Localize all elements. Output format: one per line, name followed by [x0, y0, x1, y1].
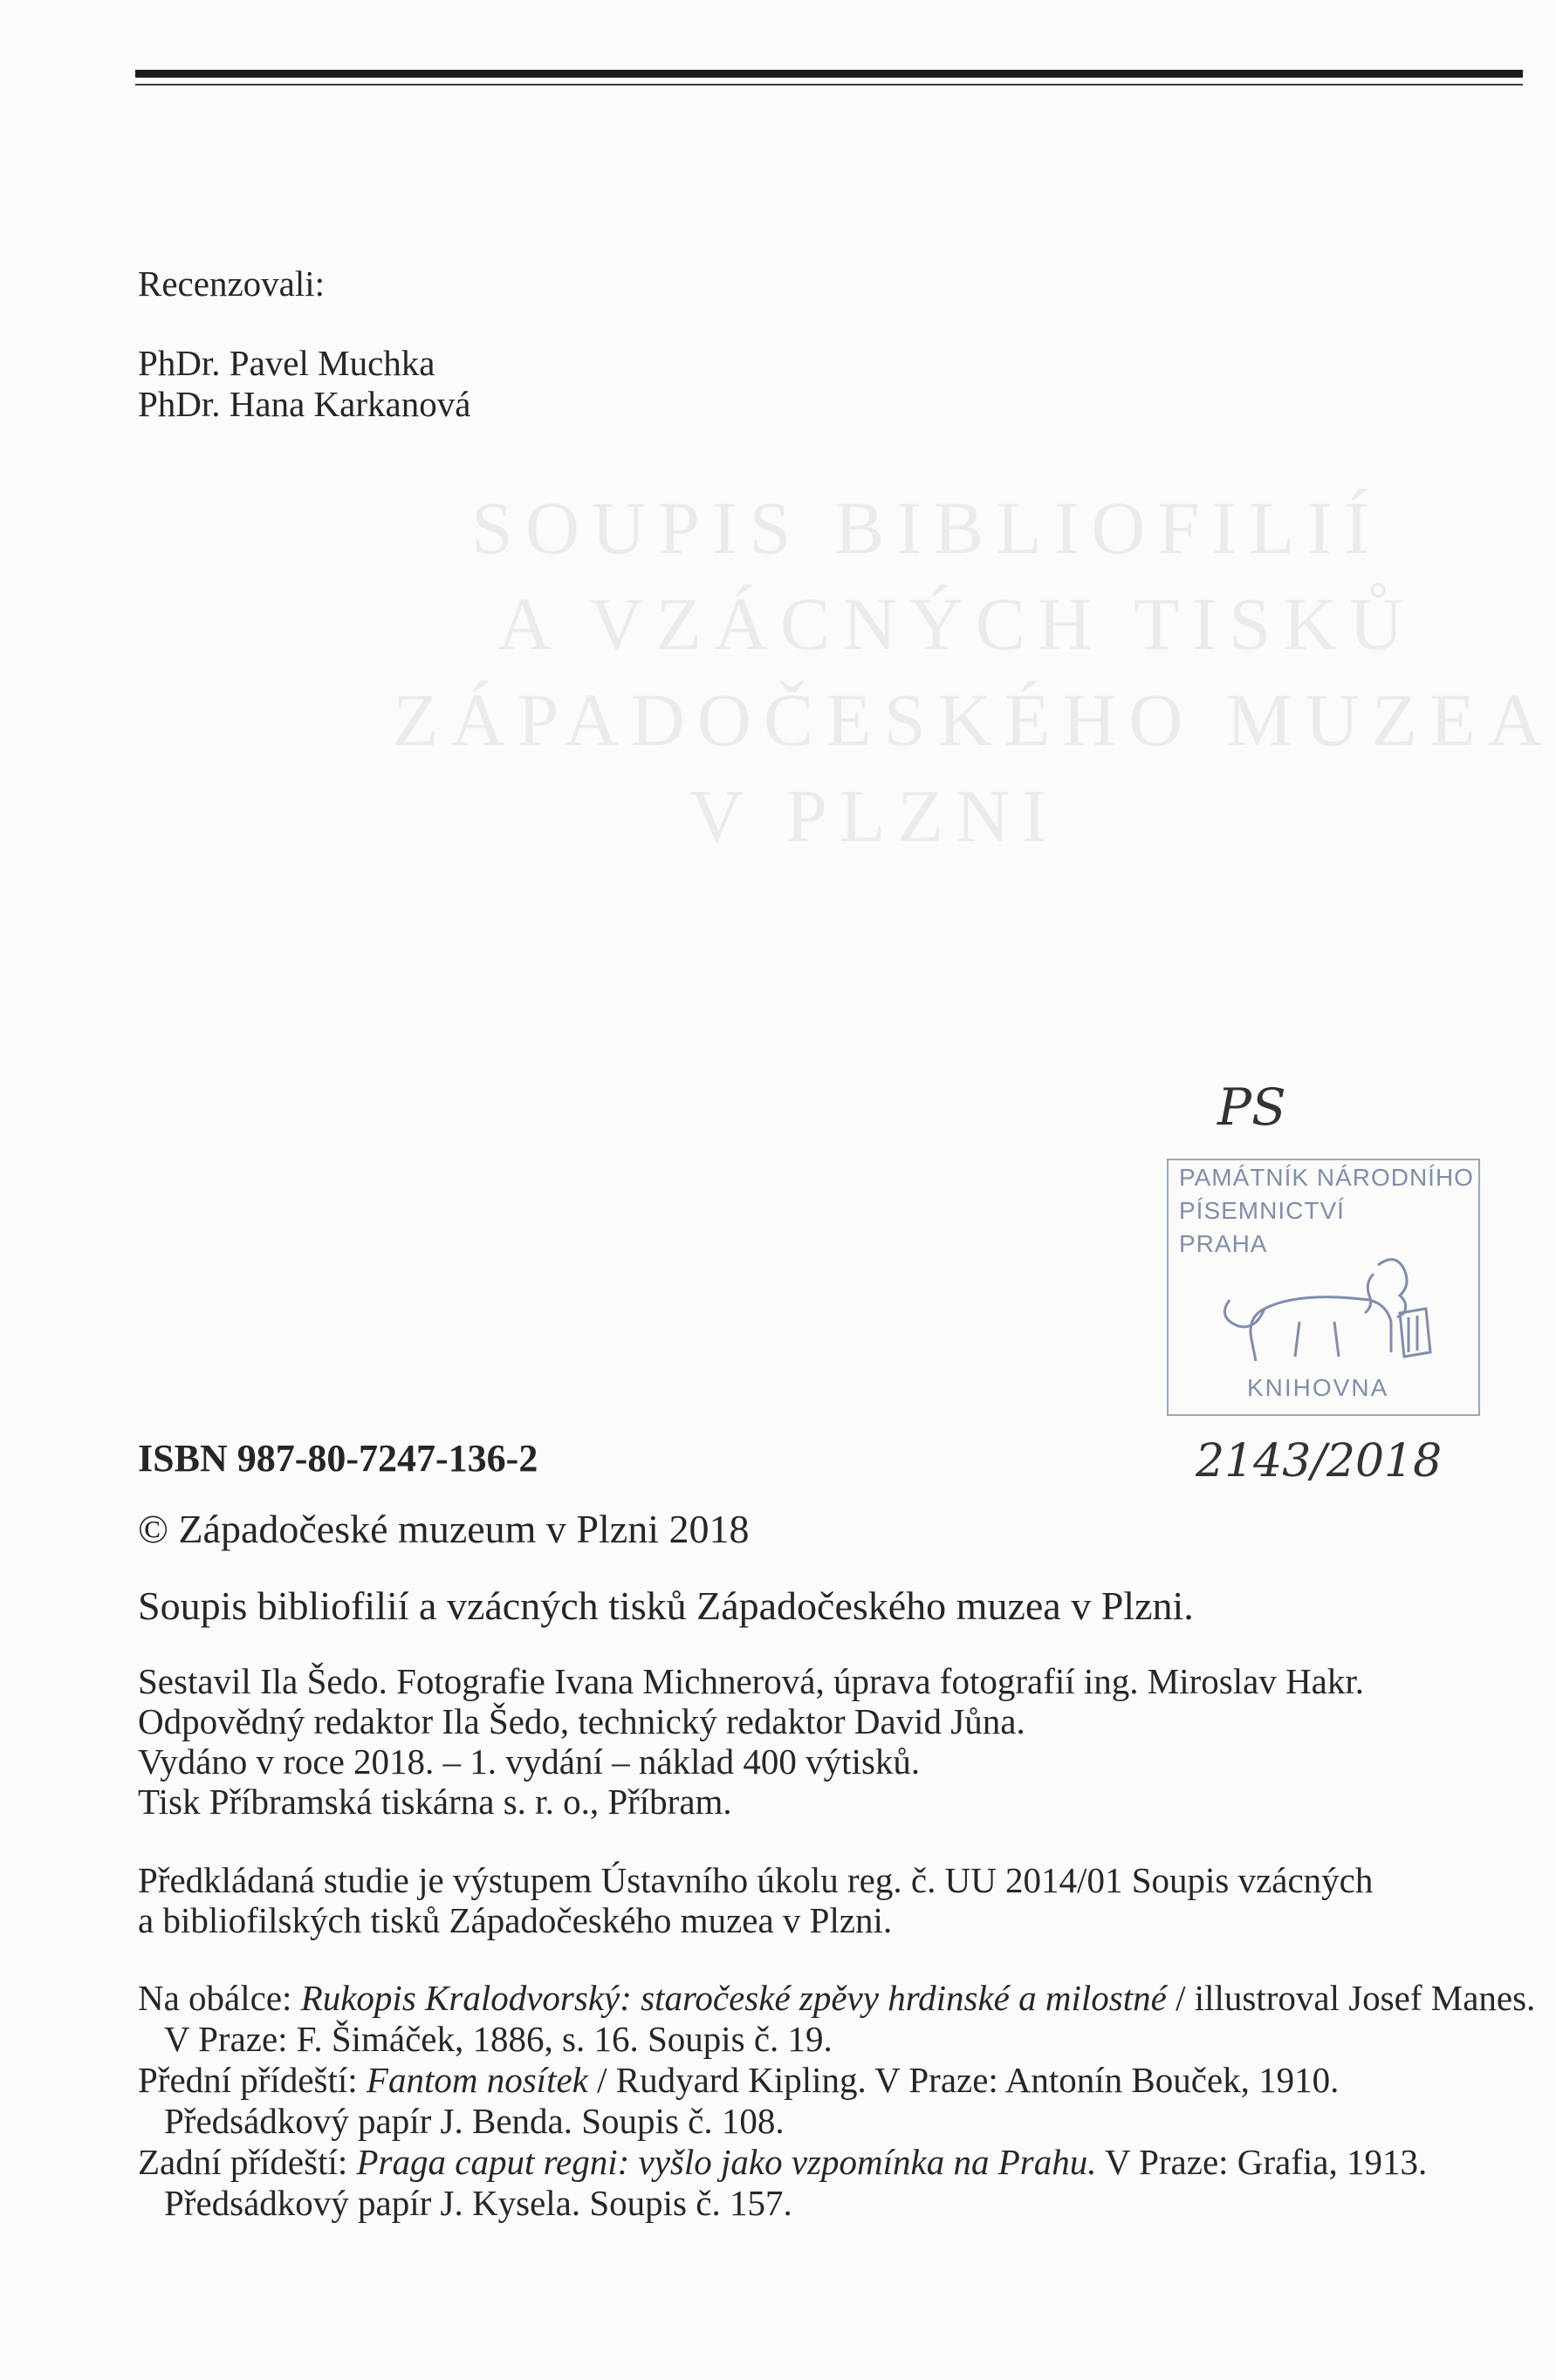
stamp-text: PÍSEMNICTVÍ	[1179, 1197, 1345, 1224]
isbn: ISBN 987-80-7247-136-2	[138, 1437, 538, 1480]
study-note: Předkládaná studie je výstupem Ústavního úkolu reg. č. UU 2014/01 Soupis vzácných	[138, 1860, 1374, 1900]
credit-line: Sestavil Ila Šedo. Fotografie Ivana Michnerová, úprava fotografií ing. Miroslav Hakr.	[138, 1661, 1365, 1701]
handwritten-initials: PS	[1217, 1077, 1286, 1137]
cover-note-detail: V Praze: F. Šimáček, 1886, s. 16. Soupis č. 19.	[164, 2019, 833, 2059]
book-title: Soupis bibliofilií a vzácných tisků Západočeského muzea v Plzni.	[138, 1583, 1194, 1628]
back-endpaper-note	[138, 2144, 1427, 2180]
front-endpaper-label: Přední přídeští:	[138, 2060, 367, 2100]
reviewer-name: PhDr. Hana Karkanová	[138, 384, 471, 424]
stamp-text: KNIHOVNA	[1247, 1374, 1389, 1401]
library-stamp	[1167, 1159, 1480, 1416]
credit-line: Odpovědný redaktor Ila Šedo, technický redaktor David Jůna.	[138, 1701, 1025, 1741]
lion-emblem-icon	[1212, 1248, 1448, 1370]
stamp-text: PRAHA	[1179, 1230, 1268, 1257]
credit-line: Vydáno v roce 2018. – 1. vydání – náklad 400 výtisků.	[138, 1741, 921, 1782]
front-endpaper-title: Fantom nosítek	[366, 2060, 588, 2100]
copyright: © Západočeské muzeum v Plzni 2018	[138, 1507, 750, 1551]
study-note: a bibliofilských tisků Západočeského muzea v Plzni.	[138, 1900, 893, 1940]
back-endpaper-title: Praga caput regni: vyšlo jako vzpomínka na Prahu.	[356, 2142, 1097, 2182]
handwritten-inventory-number: 2143/2018	[1196, 1435, 1443, 1488]
reviewers-heading: Recenzovali:	[138, 263, 326, 304]
cover-note-title: Rukopis Kralodvorský: staročeské zpěvy hrdinské a milostné	[300, 1978, 1167, 2018]
back-endpaper-rest: V Praze: Grafia, 1913.	[1096, 2142, 1428, 2182]
cover-note-rest: / illustroval Josef Manes.	[1166, 1978, 1536, 2018]
show-through-line-2: A VZÁCNÝCH TISKŮ	[497, 582, 1416, 666]
stamp-text: PAMÁTNÍK NÁRODNÍHO	[1179, 1164, 1474, 1191]
cover-note	[138, 1980, 1535, 2016]
show-through-line-4: V PLZNI	[689, 774, 1059, 858]
back-endpaper-label: Zadní přídeští:	[138, 2142, 357, 2182]
show-through-line-3: ZÁPADOČESKÉHO MUZEA	[393, 678, 1554, 762]
front-endpaper-note	[138, 2062, 1339, 2098]
top-rule-thin	[135, 84, 1523, 85]
back-endpaper-detail: Předsádkový papír J. Kysela. Soupis č. 157.	[164, 2183, 792, 2223]
top-rule	[135, 70, 1523, 78]
show-through-line-1: SOUPIS BIBLIOFILIÍ	[471, 486, 1381, 570]
credit-line: Tisk Příbramská tiskárna s. r. o., Příbram.	[138, 1782, 732, 1822]
front-endpaper-rest: / Rudyard Kipling. V Praze: Antonín Bouček, 1910.	[587, 2060, 1340, 2100]
front-endpaper-detail: Předsádkový papír J. Benda. Soupis č. 108.	[164, 2101, 785, 2141]
reviewer-name: PhDr. Pavel Muchka	[138, 343, 435, 383]
cover-note-label: Na obálce:	[138, 1978, 301, 2018]
